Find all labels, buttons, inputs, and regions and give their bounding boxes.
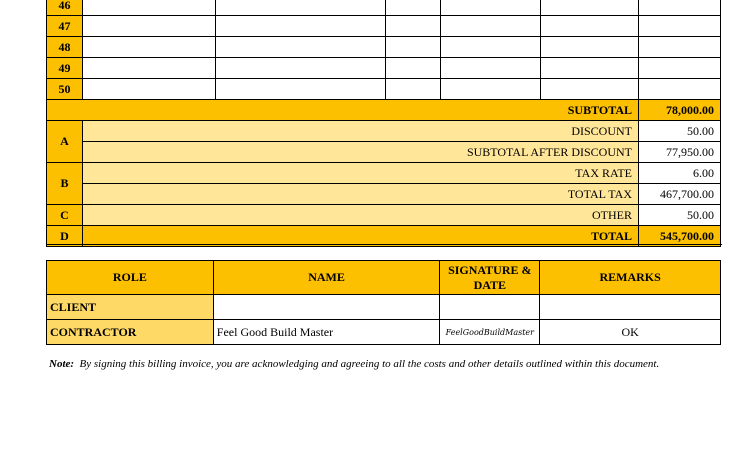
- item-cell[interactable]: [386, 37, 441, 58]
- client-name-cell[interactable]: [213, 295, 440, 320]
- tax-rate-label: TAX RATE: [83, 163, 639, 184]
- contractor-remarks-cell[interactable]: OK: [540, 320, 721, 345]
- subtotal-value: 78,000.00: [639, 100, 721, 121]
- other-row: [47, 205, 721, 226]
- total-tax-value: 467,700.00: [639, 184, 721, 205]
- item-cell[interactable]: [83, 58, 216, 79]
- subtotal-after-discount-label: SUBTOTAL AFTER DISCOUNT: [83, 142, 639, 163]
- signoff-table: [46, 260, 721, 345]
- other-label: OTHER: [83, 205, 639, 226]
- table-row: [47, 0, 721, 16]
- item-cell[interactable]: [441, 37, 541, 58]
- item-cell[interactable]: [639, 79, 721, 100]
- client-signature-cell[interactable]: [440, 295, 540, 320]
- item-cell[interactable]: [83, 0, 216, 16]
- section-letter-c: C: [47, 205, 83, 226]
- item-cell[interactable]: [216, 79, 386, 100]
- role-header: ROLE: [47, 261, 214, 295]
- item-cell[interactable]: [541, 79, 639, 100]
- note-label: Note:: [49, 358, 75, 370]
- item-cell[interactable]: [541, 37, 639, 58]
- row-number: 46: [47, 0, 83, 16]
- subtotal-after-discount-row: [47, 142, 721, 163]
- other-value[interactable]: 50.00: [639, 205, 721, 226]
- table-row: [47, 16, 721, 37]
- total-value: 545,700.00: [639, 226, 721, 247]
- item-cell[interactable]: [83, 16, 216, 37]
- row-number: 50: [47, 79, 83, 100]
- tax-rate-row: [47, 163, 721, 184]
- row-number: 48: [47, 37, 83, 58]
- total-tax-row: [47, 184, 721, 205]
- remarks-header: REMARKS: [540, 261, 721, 295]
- item-cell[interactable]: [639, 16, 721, 37]
- item-cell[interactable]: [541, 0, 639, 16]
- item-cell[interactable]: [386, 16, 441, 37]
- table-row: [47, 58, 721, 79]
- item-cell[interactable]: [216, 37, 386, 58]
- invoice-items-table: [46, 0, 721, 247]
- signature-header: SIGNATURE & DATE: [440, 261, 540, 295]
- contractor-row: [47, 320, 721, 345]
- note-body: By signing this billing invoice, you are acknowledging and agreeing to all the costs and other details outlined within this document.: [79, 358, 660, 370]
- row-number: 49: [47, 58, 83, 79]
- note-text: [49, 358, 659, 370]
- client-role-label: CLIENT: [47, 295, 214, 320]
- subtotal-label: SUBTOTAL: [47, 100, 639, 121]
- client-remarks-cell[interactable]: [540, 295, 721, 320]
- item-cell[interactable]: [441, 79, 541, 100]
- name-header: NAME: [213, 261, 440, 295]
- discount-row: [47, 121, 721, 142]
- item-cell[interactable]: [216, 0, 386, 16]
- subtotal-after-discount-value: 77,950.00: [639, 142, 721, 163]
- table-row: [47, 37, 721, 58]
- item-cell[interactable]: [639, 0, 721, 16]
- section-letter-a: A: [47, 121, 83, 163]
- item-cell[interactable]: [441, 58, 541, 79]
- signoff-header-row: [47, 261, 721, 295]
- item-cell[interactable]: [441, 0, 541, 16]
- item-cell[interactable]: [83, 37, 216, 58]
- discount-label: DISCOUNT: [83, 121, 639, 142]
- item-cell[interactable]: [216, 58, 386, 79]
- item-cell[interactable]: [386, 58, 441, 79]
- total-label: TOTAL: [83, 226, 639, 247]
- item-cell[interactable]: [541, 58, 639, 79]
- item-cell[interactable]: [639, 37, 721, 58]
- item-cell[interactable]: [216, 16, 386, 37]
- row-number: 47: [47, 16, 83, 37]
- contractor-name-cell[interactable]: Feel Good Build Master: [213, 320, 440, 345]
- subtotal-row: [47, 100, 721, 121]
- discount-value[interactable]: 50.00: [639, 121, 721, 142]
- tax-rate-value[interactable]: 6.00: [639, 163, 721, 184]
- section-letter-d: D: [47, 226, 83, 247]
- contractor-signature[interactable]: FeelGoodBuildMaster: [440, 320, 540, 345]
- double-underline: [46, 244, 722, 245]
- item-cell[interactable]: [386, 79, 441, 100]
- section-letter-b: B: [47, 163, 83, 205]
- client-row: [47, 295, 721, 320]
- table-row: [47, 79, 721, 100]
- item-cell[interactable]: [441, 16, 541, 37]
- item-cell[interactable]: [541, 16, 639, 37]
- contractor-role-label: CONTRACTOR: [47, 320, 214, 345]
- item-cell[interactable]: [386, 0, 441, 16]
- item-cell[interactable]: [83, 79, 216, 100]
- item-cell[interactable]: [639, 58, 721, 79]
- total-tax-label: TOTAL TAX: [83, 184, 639, 205]
